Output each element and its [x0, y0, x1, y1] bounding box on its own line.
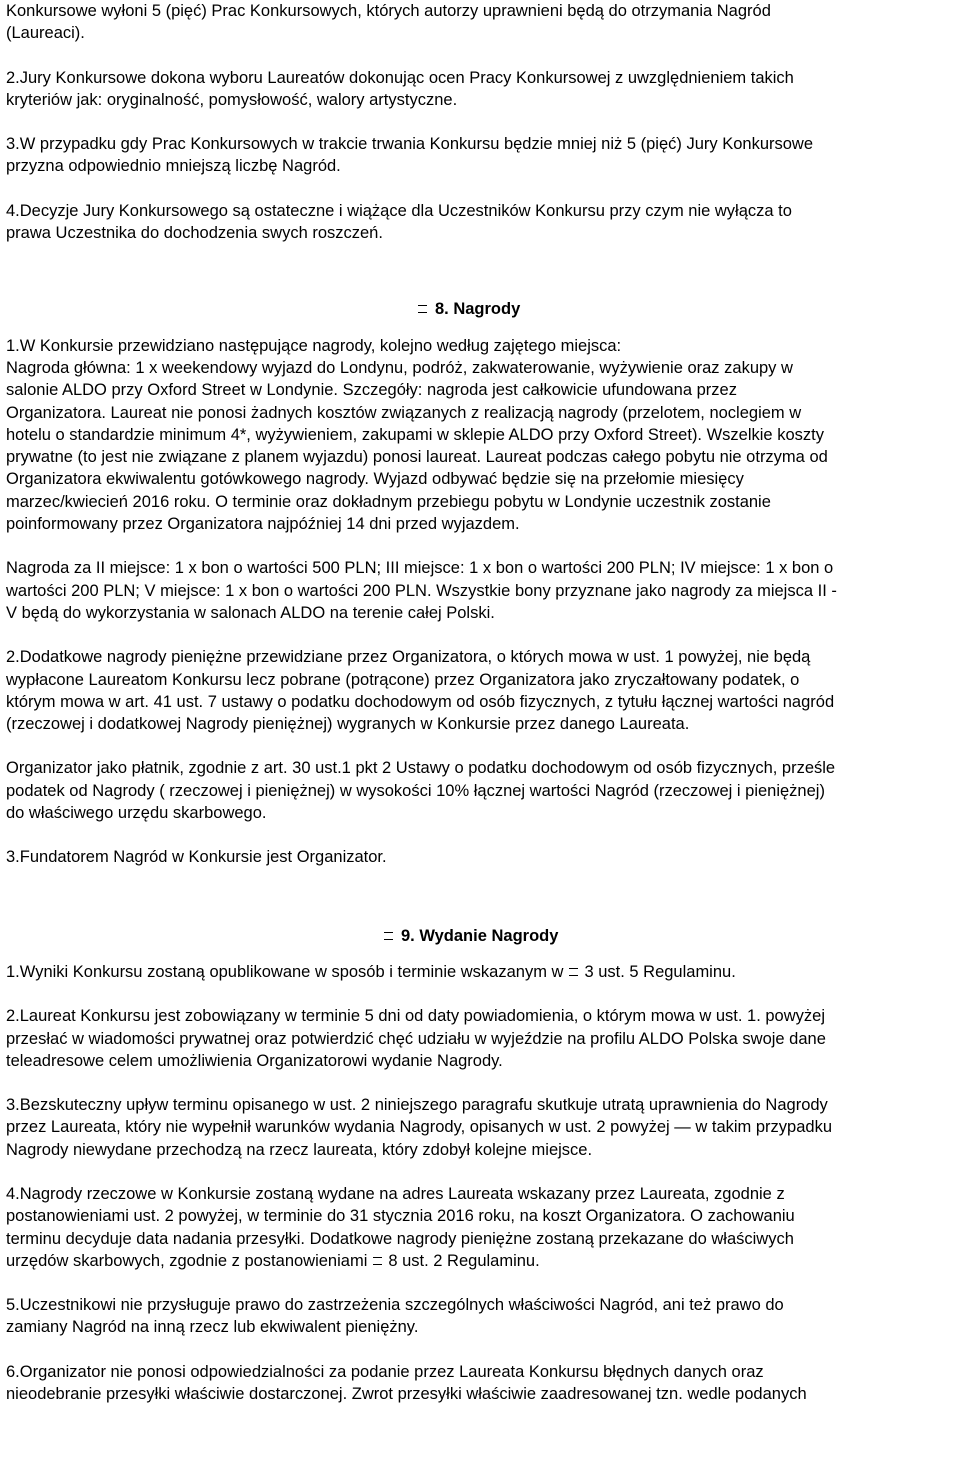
paragraph-8-2: 2.Dodatkowe nagrody pieniężne przewidziane przez Organizatora, o których mowa w ust. 1 powyżej, nie będą wypłacone Laureatom Konkursu lecz pobrane (potrącone) przez Organizatora jako zryczałtowany podatek, o którym mowa w art. 41 ust. 7 ustawy o podatku dochodowym od osób fizycznych, z tytułu łącznej wartości nagród (rzeczowej i dodatkowej Nagrody pieniężnej) wygranych w Konkursie przez danego Laureata. [6, 648, 835, 734]
paragraph-9-6: 6.Organizator nie ponosi odpowiedzialności za podanie przez Laureata Konkursu błędnych danych oraz nieodebranie przesyłki właściwie dostarczonej. Zwrot przesyłki właściwie zaadresowanej tzn. wedle podanych [6, 1362, 807, 1404]
paragraph-9-4 [6, 1183, 956, 1272]
section-sign-icon [418, 302, 427, 316]
paragraph-9-4-text-a: 4.Nagrody rzeczowe w Konkursie zostaną wydane na adres Laureata wskazany przez Laureata, zgodnie z postanowieniami ust. 2 powyżej, w terminie do 31 stycznia 2016 roku, na koszt Organizatora. O zachowaniu terminu decyduje data nadania przesyłki. Dodatkowe nagrody pieniężne zostaną przekazane do właściwych urzędów skarbowych, zgodnie z postanowieniami [6, 1184, 795, 1270]
paragraph-9-3: 3.Bezskuteczny upływ terminu opisanego w ust. 2 niniejszego paragrafu skutkuje utratą uprawnienia do Nagrody przez Laureata, który nie wypełnił warunków wydania Nagrody, opisanych w ust. 2 powyżej — w takim przypadku Nagrody niewydane przechodzą na rzecz laureata, który zdobył kolejne miejsce. [6, 1096, 832, 1159]
paragraph-9-1-text-a: 1.Wyniki Konkursu zostaną opublikowane w sposób i terminie wskazanym w [6, 962, 564, 981]
document-page [6, 0, 956, 1405]
paragraph-9-2: 2.Laureat Konkursu jest zobowiązany w terminie 5 dni od daty powiadomienia, o którym mowa w ust. 1. powyżej przesłać w wiadomości prywatnej oraz potwierdzić chęć udziału w wyjeździe na profilu ALDO Polska swoje dane teleadresowe celem umożliwienia Organizatorowi wydanie Nagrody. [6, 1007, 826, 1070]
paragraph-8-1b: Nagroda za II miejsce: 1 x bon o wartości 500 PLN; III miejsce: 1 x bon o wartości 200 PLN; IV miejsce: 1 x bon o wartości 200 PLN; V miejsce: 1 x bon o wartości 200 PLN. Wszystkie bony przyznane jako nagrody za miejsca II - V będą do wykorzystania w salonach ALDO na terenie całej Polski. [6, 559, 837, 622]
section-title-8: 8. Nagrody [435, 300, 521, 319]
paragraph-9-4-text-b: 8 ust. 2 Regulaminu. [388, 1251, 540, 1270]
paragraph-7-3: 3.W przypadku gdy Prac Konkursowych w trakcie trwania Konkursu będzie mniej niż 5 (pięć) Jury Konkursowe przyzna odpowiednio mniejszą liczbę Nagród. [6, 135, 814, 176]
section-title-9: 9. Wydanie Nagrody [401, 926, 559, 945]
paragraph-8-1: 1.W Konkursie przewidziano następujące nagrody, kolejno według zajętego miejsca: Nagroda główna: 1 x weekendowy wyjazd do Londynu, podróż, zakwaterowanie, wyżywienie oraz zakupy w salonie ALDO przy Oxford Street w Londynie. Szczegóły: nagroda jest całkowicie ufundowana przez Organizatora. Laureat nie ponosi żadnych kosztów związanych z realizacją nagrody (przelotem, noclegiem w hotelu o standardzie minimum 4*, wyżywieniem, zakupami w sklepie ALDO przy Oxford Street). Wszelkie koszty prywatne (to jest nie związane z planem wyjazdu) ponosi laureat. Laureat podczas całego pobytu nie otrzyma od Organizatora ekwiwalentu gotówkowego nagrody. Wyjazd odbywać będzie się na przełomie miesięcy marzec/kwiecień 2016 roku. O terminie oraz dokładnym przebiegu pobytu w Londynie uczestnik zostanie poinformowany przez Organizatora najpóźniej 14 dni przed wyjazdem. [6, 336, 828, 534]
paragraph-9-1-text-b: 3 ust. 5 Regulaminu. [584, 962, 736, 981]
paragraph-7-2: 2.Jury Konkursowe dokona wyboru Laureatów dokonując ocen Pracy Konkursowej z uwzględnieniem takich kryteriów jak: oryginalność, pomysłowość, walory artystyczne. [6, 68, 794, 109]
paragraph-9-1 [6, 961, 956, 983]
paragraph-9-5: 5.Uczestnikowi nie przysługuje prawo do zastrzeżenia szczególnych właściwości Nagród, ani też prawo do zamiany Nagród na inną rzecz lub ekwiwalent pieniężny. [6, 1296, 784, 1337]
section-sign-icon [569, 965, 578, 979]
paragraph-8-3: 3.Fundatorem Nagród w Konkursie jest Organizator. [6, 848, 387, 867]
section-heading-8 [6, 298, 956, 320]
paragraph-8-2b: Organizator jako płatnik, zgodnie z art. 30 ust.1 pkt 2 Ustawy o podatku dochodowym od osób fizycznych, prześle podatek od Nagrody ( rzeczowej i pieniężnej) w wysokości 10% łącznej wartości Nagród (rzeczowej i pieniężnej) do właściwego urzędu skarbowego. [6, 759, 836, 823]
paragraph-intro: Konkursowe wyłoni 5 (pięć) Prac Konkursowych, których autorzy uprawnieni będą do otrzymania Nagród (Laureaci). [6, 2, 771, 43]
paragraph-7-4: 4.Decyzje Jury Konkursowego są ostateczne i wiążące dla Uczestników Konkursu przy czym nie wyłącza to prawa Uczestnika do dochodzenia swych roszczeń. [6, 201, 792, 243]
section-sign-icon [373, 1254, 382, 1268]
section-heading-9 [6, 925, 956, 947]
section-sign-icon [384, 929, 393, 943]
